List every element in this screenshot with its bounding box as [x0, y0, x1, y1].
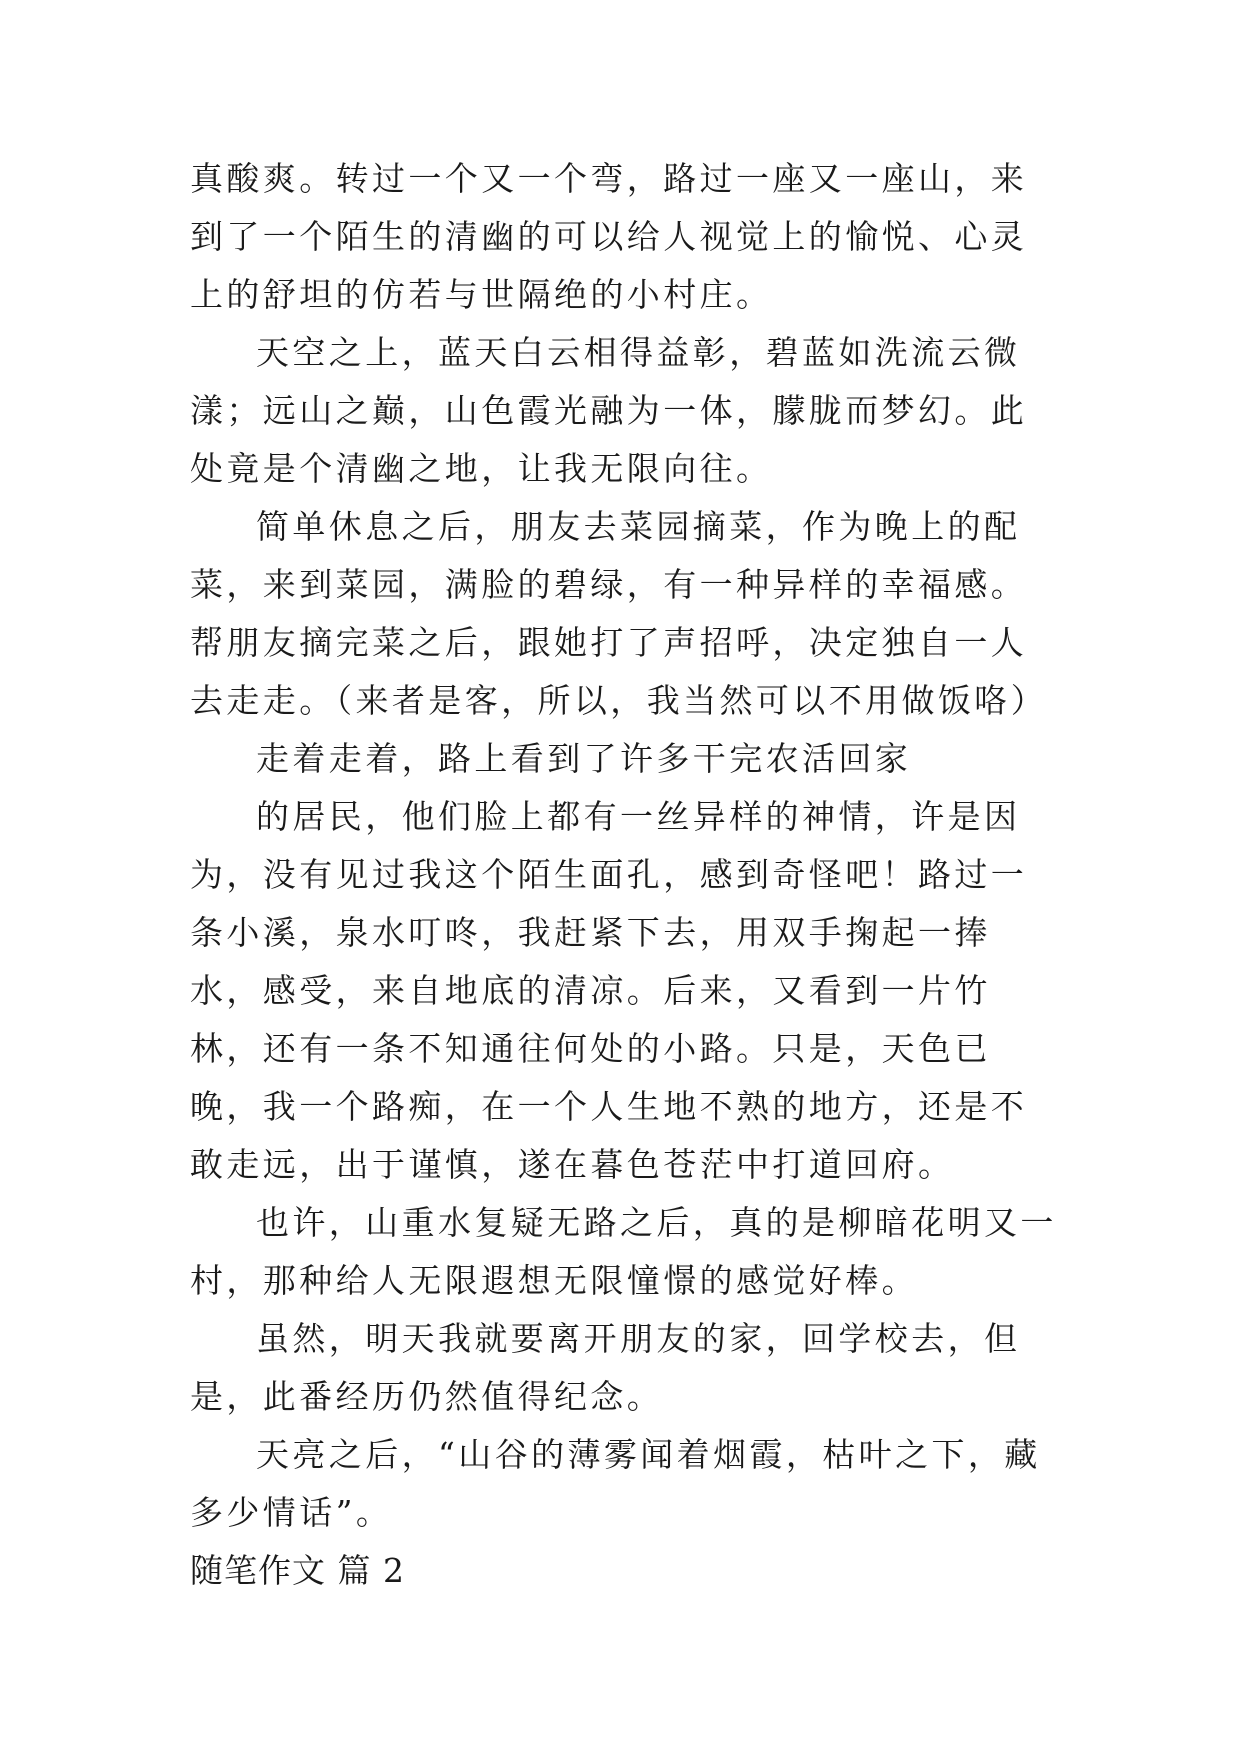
- paragraph-7: 虽然，明天我就要离开朋友的家，回学校去，但是，此番经历仍然值得纪念。: [190, 1319, 1021, 1416]
- paragraph-2: 天空之上，蓝天白云相得益彰，碧蓝如洗流云微漾；远山之巅，山色霞光融为一体，朦胧而梦幻。此处竟是个清幽之地，让我无限向往。: [190, 333, 1028, 488]
- paragraph-5: 的居民，他们脸上都有一丝异样的神情，许是因为，没有见过我这个陌生面孔，感到奇怪吧！路过一条小溪，泉水叮咚，我赶紧下去，用双手掬起一捧水，感受，来自地底的清凉。后来，又看到一片竹林，还有一条不知通往何处的小路。只是，天色已晚，我一个路痴，在一个人生地不熟的地方，还是不敢走远，出于谨慎，遂在暮色苍茫中打道回府。: [190, 797, 1028, 1184]
- paragraph-6: 也许，山重水复疑无路之后，真的是柳暗花明又一村，那种给人无限遐想无限憧憬的感觉好棒。: [190, 1203, 1057, 1300]
- paragraph-1: 真酸爽。转过一个又一个弯，路过一座又一座山，来到了一个陌生的清幽的可以给人视觉上的愉悦、心灵上的舒坦的仿若与世隔绝的小村庄。: [190, 159, 1028, 314]
- section-title: 随笔作文 篇 2: [190, 1551, 405, 1590]
- paragraph-4: 走着走着，路上看到了许多干完农活回家: [256, 739, 912, 778]
- paragraph-3: 简单休息之后，朋友去菜园摘菜，作为晚上的配菜，来到菜园，满脸的碧绿，有一种异样的幸福感。帮朋友摘完菜之后，跟她打了声招呼，决定独自一人去走走。（来者是客，所以，我当然可以不用做饭咯）: [190, 507, 1048, 720]
- paragraph-8: 天亮之后，“山谷的薄雾闻着烟霞，枯叶之下，藏多少情话”。: [190, 1435, 1041, 1532]
- document-body: [190, 150, 1060, 1600]
